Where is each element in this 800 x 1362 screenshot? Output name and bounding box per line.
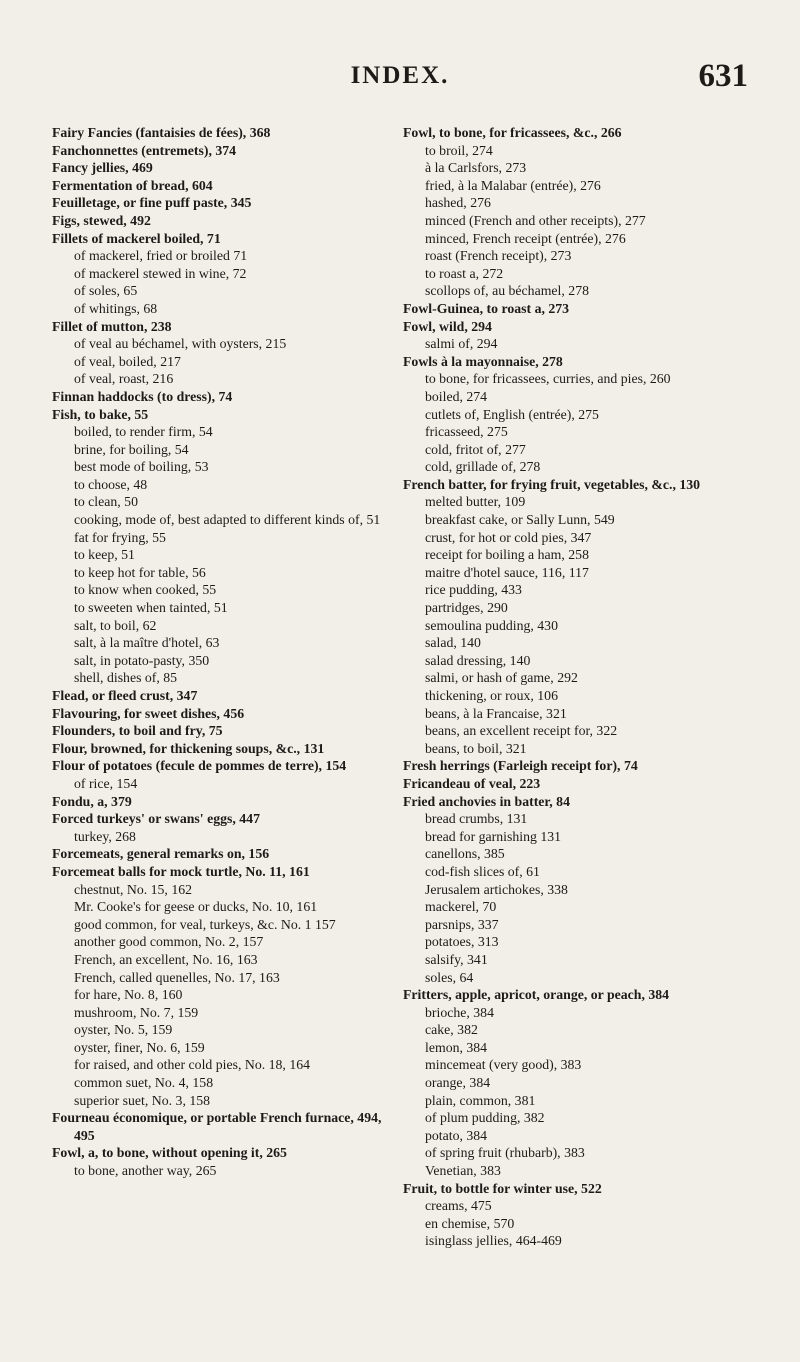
index-heading: INDEX. (350, 62, 450, 89)
index-subentry: minced (French and other receipts), 277 (425, 212, 646, 228)
index-entry: Fish, to bake, 55 (52, 406, 149, 422)
index-entry: Forcemeats, general remarks on, 156 (52, 846, 270, 862)
index-entry: Fancy jellies, 469 (52, 160, 153, 176)
index-subentry: bread crumbs, 131 (425, 811, 528, 827)
index-entry: Figs, stewed, 492 (52, 212, 151, 228)
index-subentry: to keep hot for table, 56 (74, 564, 206, 580)
index-subentry: turkey, 268 (74, 828, 136, 844)
index-subentry: salt, in potato-pasty, 350 (74, 652, 210, 668)
index-subentry: mackerel, 70 (425, 899, 497, 915)
index-subentry: boiled, 274 (425, 388, 488, 404)
index-subentry: salmi of, 294 (425, 336, 498, 352)
index-subentry: of mackerel, fried or broiled 71 (74, 248, 248, 264)
index-entry: Fowl-Guinea, to roast a, 273 (403, 300, 570, 316)
index-subentry: Jerusalem artichokes, 338 (425, 881, 568, 897)
index-subentry: of soles, 65 (74, 283, 138, 299)
index-entry: Finnan haddocks (to dress), 74 (52, 388, 233, 404)
index-entry: Fillet of mutton, 238 (52, 318, 172, 334)
index-subentry: canellons, 385 (425, 846, 505, 862)
index-subentry: to know when cooked, 55 (74, 582, 217, 598)
index-subentry: to choose, 48 (74, 476, 148, 492)
index-subentry: cod-fish slices of, 61 (425, 863, 540, 879)
index-subentry: salmi, or hash of game, 292 (425, 670, 578, 686)
index-subentry: for hare, No. 8, 160 (74, 987, 183, 1003)
index-column-left (52, 124, 387, 1180)
index-subentry: plain, common, 381 (425, 1092, 536, 1108)
index-subentry: to roast a, 272 (425, 265, 504, 281)
index-subentry: cutlets of, English (entrée), 275 (425, 406, 599, 422)
index-subentry: mushroom, No. 7, 159 (74, 1004, 199, 1020)
index-subentry: salt, to boil, 62 (74, 617, 157, 633)
index-entry: Flead, or fleed crust, 347 (52, 688, 198, 703)
index-subentry: common suet, No. 4, 158 (74, 1075, 214, 1091)
index-subentry: thickening, or roux, 106 (425, 688, 558, 703)
index-subentry: best mode of boiling, 53 (74, 459, 209, 475)
index-subentry: salt, à la maître d'hotel, 63 (74, 635, 220, 651)
index-entry: Fondu, a, 379 (52, 793, 132, 809)
index-subentry: fat for frying, 55 (74, 529, 166, 545)
index-entry: Fricandeau of veal, 223 (403, 775, 541, 791)
index-subentry: for raised, and other cold pies, No. 18, 164 (74, 1057, 311, 1073)
index-subentry: of mackerel stewed in wine, 72 (74, 265, 247, 281)
index-subentry: fried, à la Malabar (entrée), 276 (425, 177, 601, 193)
index-subentry: of veal, roast, 216 (74, 371, 174, 387)
index-subentry: hashed, 276 (425, 195, 491, 211)
index-subentry: French, called quenelles, No. 17, 163 (74, 969, 280, 985)
index-subentry: à la Carlsfors, 273 (425, 160, 527, 176)
index-subentry: good common, for veal, turkeys, &c. No. 1 157 (74, 916, 336, 932)
index-subentry: oyster, finer, No. 6, 159 (74, 1039, 205, 1055)
index-subentry: of plum pudding, 382 (425, 1110, 545, 1126)
index-entry: Feuilletage, or fine puff paste, 345 (52, 195, 252, 211)
index-subentry: en chemise, 570 (425, 1215, 515, 1231)
index-subentry: chestnut, No. 15, 162 (74, 881, 193, 897)
index-subentry: bread for garnishing 131 (425, 828, 562, 844)
index-entry: Fairy Fancies (fantaisies de fées), 368 (52, 125, 271, 140)
index-subentry: brine, for boiling, 54 (74, 441, 189, 457)
index-subentry: orange, 384 (425, 1075, 491, 1091)
index-subentry: crust, for hot or cold pies, 347 (425, 529, 592, 545)
index-subentry: roast (French receipt), 273 (425, 248, 572, 264)
index-subentry: brioche, 384 (425, 1004, 494, 1020)
index-subentry: Mr. Cooke's for geese or ducks, No. 10, 161 (74, 899, 318, 915)
index-entry: Fritters, apple, apricot, orange, or peach, 384 (403, 987, 670, 1003)
index-entry: Fillets of mackerel boiled, 71 (52, 230, 221, 246)
index-subentry: to sweeten when tainted, 51 (74, 600, 228, 616)
index-entry: Fruit, to bottle for winter use, 522 (403, 1180, 602, 1196)
index-entry: Fried anchovies in batter, 84 (403, 793, 570, 809)
index-subentry: mincemeat (very good), 383 (425, 1057, 582, 1073)
index-subentry: to bone, for fricassees, curries, and pies, 260 (425, 371, 671, 387)
index-subentry: another good common, No. 2, 157 (74, 934, 264, 950)
index-subentry: oyster, No. 5, 159 (74, 1022, 173, 1038)
index-subentry: to clean, 50 (74, 494, 138, 510)
index-entry: Fowl, wild, 294 (403, 318, 492, 334)
index-subentry: minced, French receipt (entrée), 276 (425, 230, 626, 246)
index-subentry: breakfast cake, or Sally Lunn, 549 (425, 512, 615, 528)
index-subentry: maitre d'hotel sauce, 116, 117 (425, 564, 589, 580)
index-subentry: superior suet, No. 3, 158 (74, 1092, 211, 1108)
index-subentry: to keep, 51 (74, 547, 135, 563)
index-subentry: scollops of, au béchamel, 278 (425, 283, 589, 299)
index-subentry: boiled, to render firm, 54 (74, 424, 213, 440)
index-entry: Forcemeat balls for mock turtle, No. 11, 161 (52, 863, 310, 879)
index-subentry: partridges, 290 (425, 600, 508, 616)
index-subentry: of whitings, 68 (74, 300, 158, 316)
index-entry: Flavouring, for sweet dishes, 456 (52, 705, 245, 721)
index-subentry: of veal, boiled, 217 (74, 353, 181, 369)
index-subentry: lemon, 384 (425, 1039, 488, 1055)
index-entry: Fourneau économique, or portable French furnace, 494, 495 (52, 1110, 382, 1143)
index-entry: Fermentation of bread, 604 (52, 177, 213, 193)
index-subentry: cooking, mode of, best adapted to different kinds of, 51 (74, 512, 381, 528)
page-header (0, 58, 800, 98)
index-subentry: of spring fruit (rhubarb), 383 (425, 1145, 585, 1161)
index-subentry: receipt for boiling a ham, 258 (425, 547, 589, 563)
index-subentry: cold, grillade of, 278 (425, 459, 541, 475)
index-entry: Flounders, to boil and fry, 75 (52, 723, 223, 739)
index-subentry: soles, 64 (425, 969, 474, 985)
index-subentry: beans, à la Francaise, 321 (425, 705, 567, 721)
index-subentry: potatoes, 313 (425, 934, 499, 950)
index-subentry: beans, to boil, 321 (425, 740, 527, 756)
index-subentry: parsnips, 337 (425, 916, 499, 932)
index-entry: Fowls à la mayonnaise, 278 (403, 353, 563, 369)
index-subentry: creams, 475 (425, 1198, 492, 1214)
index-entry: Fowl, to bone, for fricassees, &c., 266 (403, 125, 622, 140)
index-subentry: melted butter, 109 (425, 494, 526, 510)
index-subentry: French, an excellent, No. 16, 163 (74, 951, 258, 967)
index-entry: Fowl, a, to bone, without opening it, 265 (52, 1145, 287, 1161)
index-subentry: salad dressing, 140 (425, 652, 531, 668)
index-entry: Flour of potatoes (fecule de pommes de terre), 154 (52, 758, 347, 774)
index-subentry: to broil, 274 (425, 142, 493, 158)
index-subentry: salad, 140 (425, 635, 481, 651)
index-column-right (403, 124, 761, 1250)
page-number: 631 (698, 58, 748, 94)
index-entry: Fresh herrings (Farleigh receipt for), 74 (403, 758, 638, 774)
index-entry: Fanchonnettes (entremets), 374 (52, 142, 237, 158)
index-entry: French batter, for frying fruit, vegetables, &c., 130 (403, 476, 701, 492)
index-subentry: fricasseed, 275 (425, 424, 508, 440)
index-subentry: semoulina pudding, 430 (425, 617, 558, 633)
index-subentry: of rice, 154 (74, 775, 138, 791)
index-entry: Forced turkeys' or swans' eggs, 447 (52, 811, 260, 827)
index-subentry: isinglass jellies, 464-469 (425, 1233, 562, 1249)
index-subentry: cake, 382 (425, 1022, 478, 1038)
index-subentry: shell, dishes of, 85 (74, 670, 178, 686)
index-subentry: potato, 384 (425, 1127, 488, 1143)
index-entry: Flour, browned, for thickening soups, &c., 131 (52, 740, 325, 756)
index-subentry: rice pudding, 433 (425, 582, 522, 598)
index-subentry: Venetian, 383 (425, 1163, 501, 1179)
index-subentry: of veal au béchamel, with oysters, 215 (74, 336, 287, 352)
index-subentry: salsify, 341 (425, 951, 488, 967)
index-subentry: to bone, another way, 265 (74, 1163, 217, 1179)
index-subentry: beans, an excellent receipt for, 322 (425, 723, 618, 739)
index-subentry: cold, fritot of, 277 (425, 441, 526, 457)
